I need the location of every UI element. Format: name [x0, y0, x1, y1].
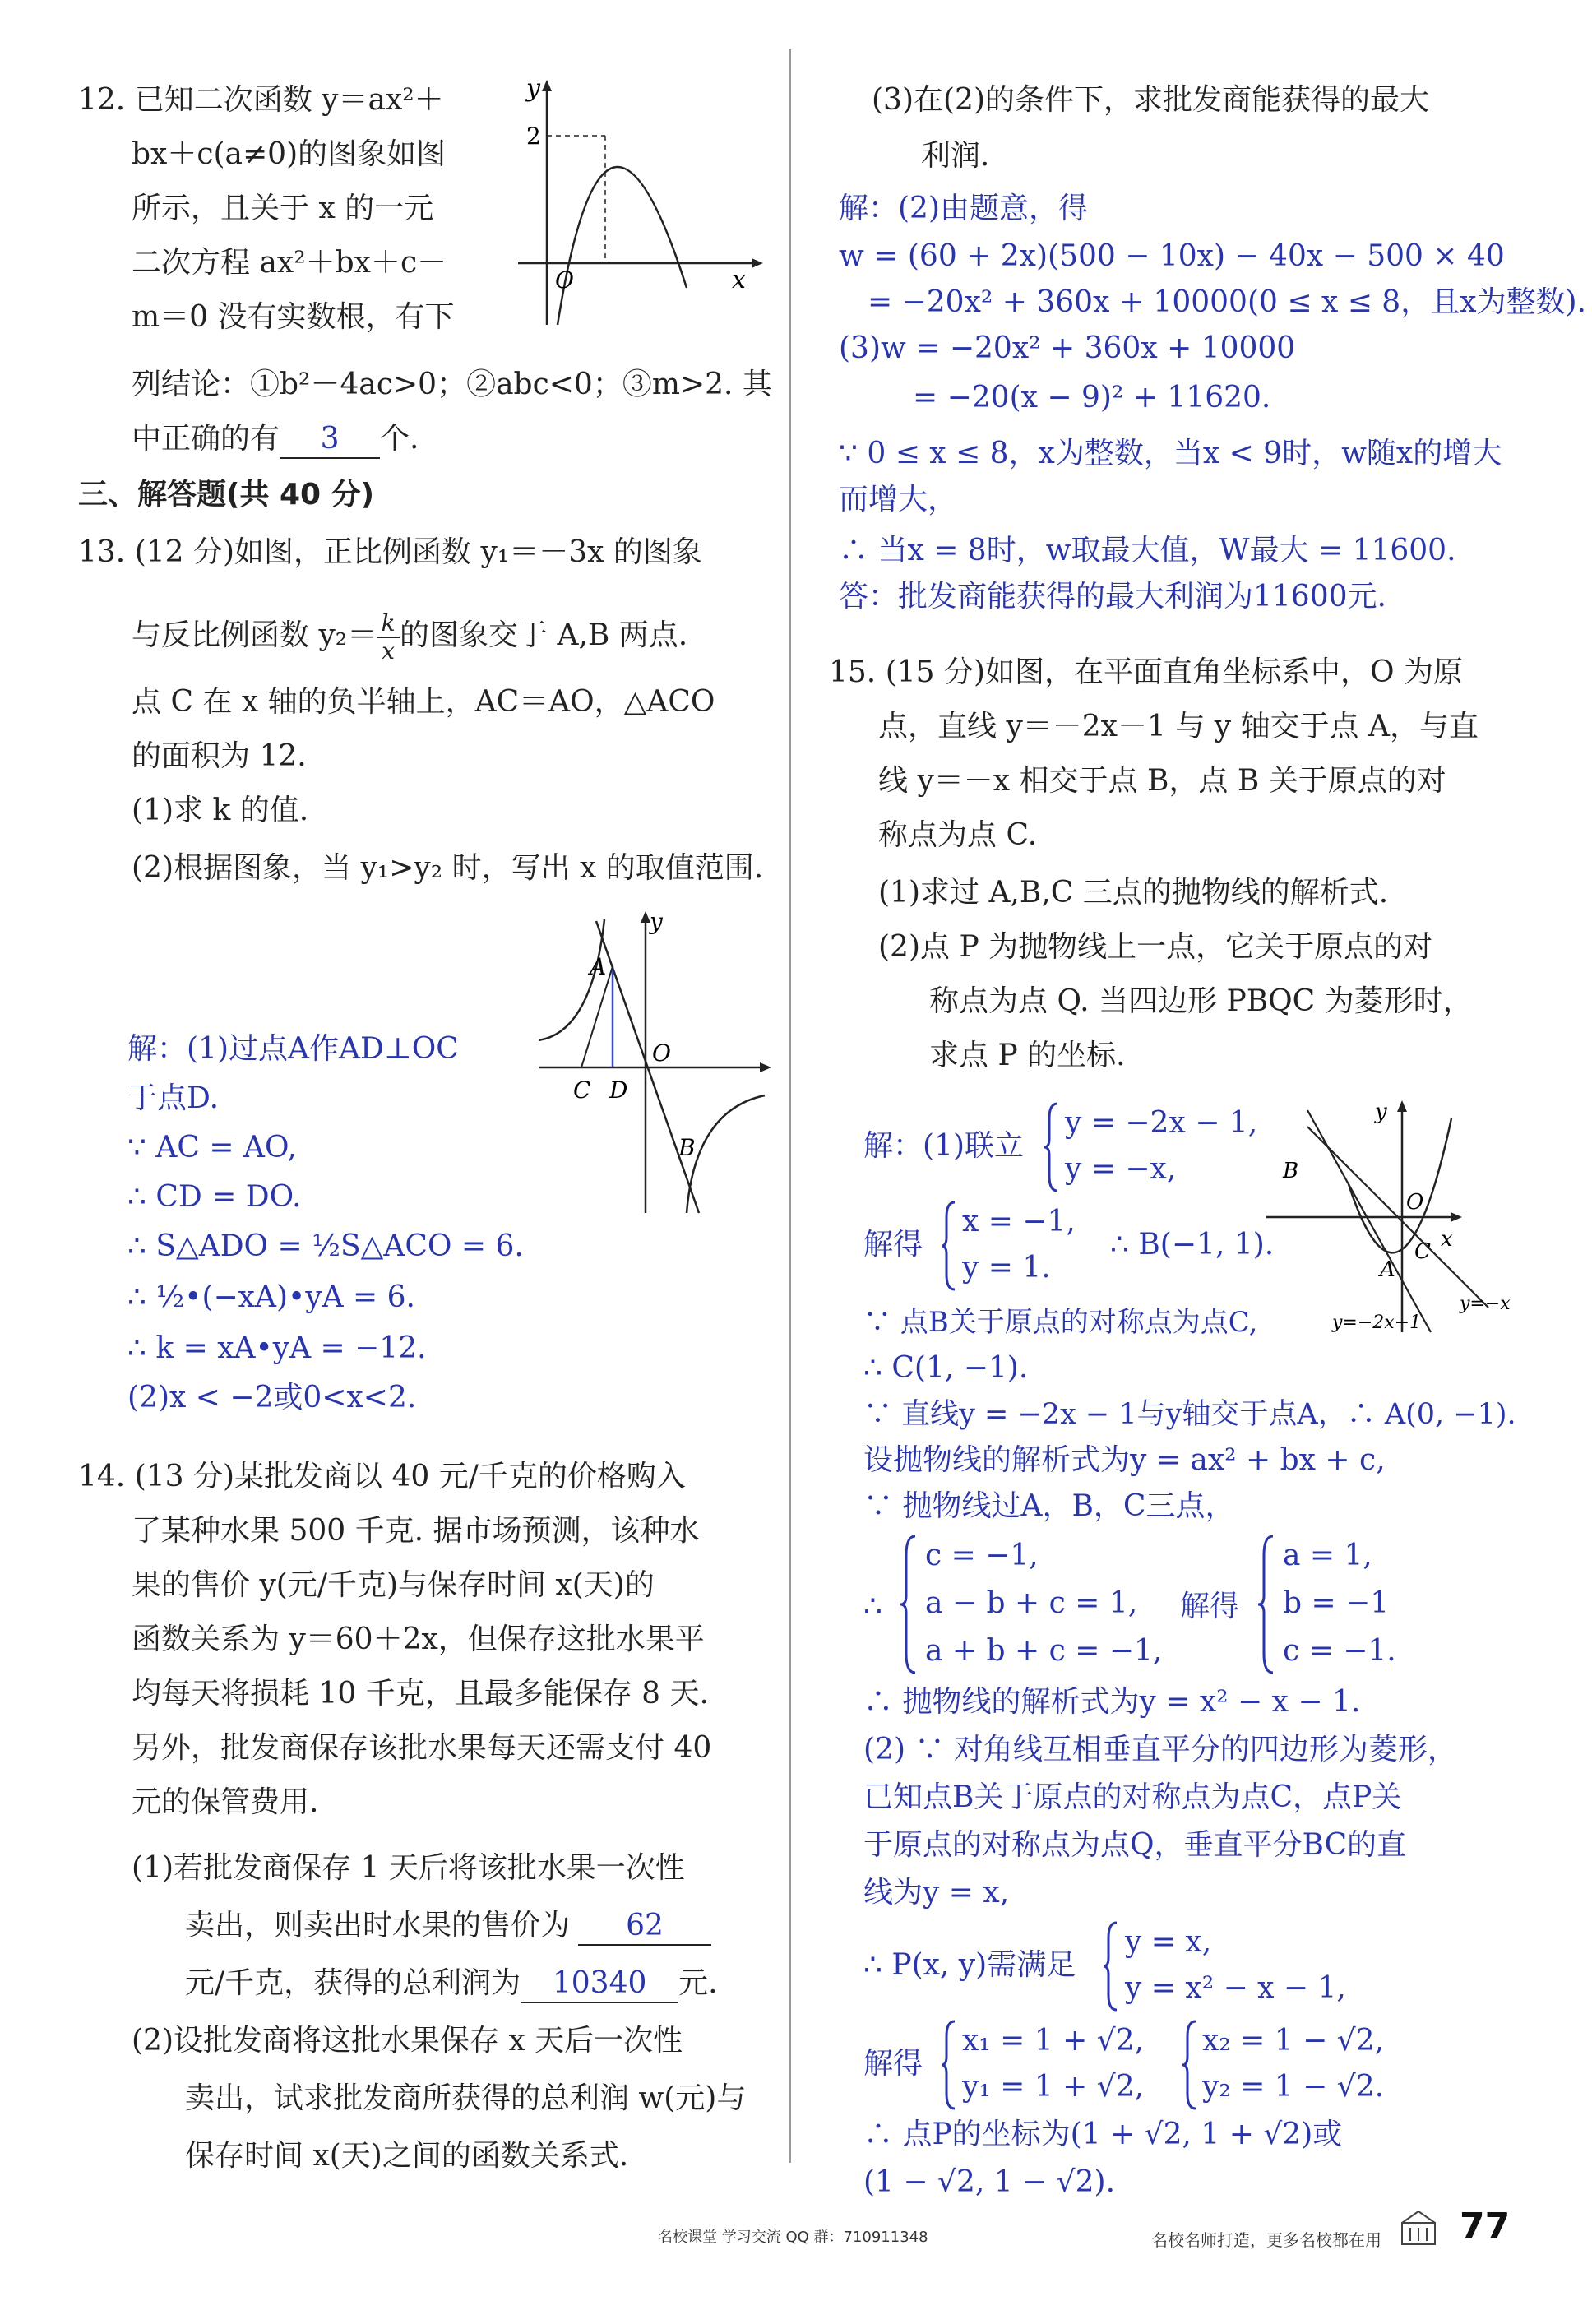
q13-line2-suffix: 的图象交于 A,B 两点.	[400, 618, 688, 652]
q15-sys7-r2: y₂ = 1 − √2.	[1202, 2070, 1385, 2104]
q13-frac-den: x	[377, 637, 400, 664]
q15-sol-1: 解：(1)联立	[863, 1129, 1024, 1163]
q14-p2-line3: 保存时间 x(天)之间的函数关系式.	[185, 2139, 629, 2173]
q15-sys4-r2: b = −1	[1283, 1586, 1390, 1620]
q15-sys4-brace	[1256, 1535, 1275, 1674]
q15-sys3-r2: a − b + c = 1,	[925, 1586, 1138, 1620]
q15-sol-8-therefore: ∴	[863, 1590, 882, 1623]
page-number: 77	[1460, 2206, 1511, 2248]
q13-line6: (2)根据图象，当 y₁>y₂ 时，写出 x 的取值范围.	[132, 851, 764, 885]
q13-graph-C: C	[573, 1076, 591, 1104]
q14-line5: 均每天将损耗 10 千克，且最多能保存 8 天.	[132, 1677, 709, 1711]
q12-graph-origin: O	[555, 266, 574, 294]
q15-graph-C: C	[1414, 1239, 1431, 1264]
q15-sol-14: ∴ P(x, y)需满足	[863, 1948, 1076, 1982]
q14-line7: 元的保管费用.	[132, 1785, 319, 1819]
q15-sol-17: (1 − √2, 1 − √2).	[863, 2165, 1116, 2199]
q14-sol-2: w = (60 + 2x)(500 − 10x) − 40x − 500 × 40	[839, 239, 1505, 273]
q15-sys1-brace	[1043, 1102, 1059, 1192]
q14-sol-9: 答：批发商能获得的最大利润为11600元.	[839, 580, 1386, 613]
q13-graph-y-label: y	[650, 908, 663, 935]
q14-sol-5: = −20(x − 9)² + 11620.	[913, 381, 1271, 414]
q15-sol-2-result: ∴ B(−1, 1).	[1110, 1228, 1275, 1262]
q15-line4: 称点为点 C.	[878, 818, 1038, 852]
q14-answer-2: 10340	[521, 1965, 678, 2003]
q13-line1: 13. (12 分)如图，正比例函数 y₁＝－3x 的图象	[78, 535, 702, 569]
q15-sys5-r1: y = x,	[1125, 1925, 1212, 1959]
q13-sol-3: ∵ AC = AO,	[127, 1131, 297, 1164]
q15-sol-2-solve: 解得	[863, 1228, 923, 1262]
q14-line2: 了某种水果 500 千克. 据市场预测，该种水	[132, 1514, 700, 1548]
q15-sys4-r3: c = −1.	[1283, 1634, 1396, 1668]
q15-sys2-r1: x = −1,	[962, 1205, 1076, 1238]
q14-p3-line2: 利润.	[921, 139, 990, 173]
publisher-logo-icon	[1398, 2208, 1439, 2249]
q14-sol-8: ∴ 当x = 8时，w取最大值，W最大 = 11600.	[839, 534, 1456, 567]
q15-graph	[1258, 1094, 1538, 1340]
footer-center-text: 名校课堂 学习交流 QQ 群：710911348	[658, 2229, 928, 2246]
q13-graph	[530, 905, 777, 1217]
q15-sys3-brace	[899, 1535, 917, 1674]
q15-line6: (2)点 P 为抛物线上一点，它关于原点的对	[878, 930, 1433, 964]
q15-line1: 15. (15 分)如图，在平面直角坐标系中，O 为原	[829, 655, 1463, 689]
q13-graph-D: D	[609, 1076, 628, 1104]
q15-sol-15-solve: 解得	[863, 2047, 923, 2081]
q12-line4: 二次方程 ax²＋bx＋c－	[132, 246, 447, 280]
q15-sys3-r3: a + b + c = −1,	[925, 1634, 1163, 1668]
q15-sol-4: ∴ C(1, −1).	[863, 1351, 1029, 1385]
q14-sol-7: 而增大，	[839, 483, 958, 516]
q15-sol-9: ∴ 抛物线的解析式为y = x² − x − 1.	[863, 1685, 1361, 1719]
q14-sol-3: = −20x² + 360x + 10000(0 ≤ x ≤ 8，且x为整数).	[868, 285, 1587, 319]
footer-right-text: 名校名师打造，更多名校都在用	[1151, 2230, 1381, 2250]
q15-sol-10: (2) ∵ 对角线互相垂直平分的四边形为菱形，	[863, 1733, 1457, 1766]
q13-sol-4: ∴ CD = DO.	[127, 1180, 302, 1214]
q14-line3: 果的售价 y(元/千克)与保存时间 x(天)的	[132, 1568, 655, 1602]
q12-line7	[132, 421, 419, 459]
q15-sys3-r1: c = −1,	[925, 1539, 1039, 1572]
q15-graph-line1-label: y=−2x−1	[1332, 1312, 1422, 1333]
q12-line7-prefix: 中正确的有	[132, 422, 280, 456]
q13-sol-1: 解：(1)过点A作AD⊥OC	[127, 1032, 459, 1066]
q15-sol-13: 线为y = x,	[863, 1876, 1010, 1910]
q14-sol-6: ∵ 0 ≤ x ≤ 8，x为整数，当x < 9时，w随x的增大	[839, 437, 1502, 470]
q15-sol-16: ∴ 点P的坐标为(1 + √2, 1 + √2)或	[863, 2118, 1343, 2151]
q13-graph-B: B	[678, 1134, 696, 1161]
q15-sys5-r2: y = x² − x − 1,	[1125, 1971, 1346, 2005]
q13-line2	[132, 610, 687, 664]
q12-answer: 3	[280, 421, 380, 459]
q12-line6: 列结论：①b²－4ac>0；②abc<0；③m>2. 其	[132, 368, 772, 401]
q13-line2-prefix: 与反比例函数 y₂＝	[132, 618, 377, 652]
q14-p2-line2: 卖出，试求批发商所获得的总利润 w(元)与	[185, 2081, 747, 2115]
q15-sys6-r2: y₁ = 1 + √2,	[962, 2070, 1145, 2104]
q13-graph-A: A	[590, 953, 607, 980]
q12-line5: m＝0 没有实数根，有下	[132, 300, 455, 334]
q14-p3-line1: (3)在(2)的条件下，求批发商能获得的最大	[872, 83, 1429, 117]
q14-line6: 另外，批发商保存该批水果每天还需支付 40	[132, 1731, 712, 1765]
q15-sys7-brace	[1181, 2020, 1197, 2110]
q14-sol-4: (3)w = −20x² + 360x + 10000	[839, 331, 1296, 365]
q12-line7-suffix: 个.	[380, 422, 419, 456]
q15-sys6-r1: x₁ = 1 + √2,	[962, 2024, 1145, 2058]
section-3-heading: 三、解答题(共 40 分)	[78, 478, 375, 512]
q15-graph-A: A	[1380, 1257, 1395, 1282]
q15-sol-12: 于原点的对称点为点Q，垂直平分BC的直	[863, 1828, 1407, 1862]
q13-graph-O: O	[652, 1039, 671, 1067]
q15-graph-y-label: y	[1375, 1100, 1387, 1124]
q14-line4: 函数关系为 y＝60＋2x，但保存这批水果平	[132, 1623, 705, 1656]
q13-sol-8: (2)x < −2或0<x<2.	[127, 1381, 417, 1414]
q15-sys7-r1: x₂ = 1 − √2,	[1202, 2024, 1385, 2058]
q14-p1-line1: (1)若批发商保存 1 天后将该批水果一次性	[132, 1851, 685, 1885]
q15-graph-B: B	[1283, 1159, 1299, 1183]
q12-graph-x-label: x	[732, 266, 746, 294]
q13-frac-num: k	[381, 609, 396, 637]
q15-graph-x-label: x	[1441, 1227, 1453, 1252]
q12-line2: bx＋c(a≠0)的图象如图	[132, 137, 447, 171]
q13-sol-2: 于点D.	[127, 1081, 220, 1115]
q15-sys6-brace	[940, 2020, 956, 2110]
q13-line5: (1)求 k 的值.	[132, 794, 309, 827]
q14-p1-line3	[185, 1965, 718, 2003]
q15-graph-O: O	[1406, 1190, 1424, 1215]
q14-p1-line3-prefix: 元/千克，获得的总利润为	[185, 1966, 521, 2000]
q15-line8: 求点 P 的坐标.	[929, 1039, 1126, 1072]
q15-graph-line2-label: y=−x	[1460, 1294, 1511, 1314]
q15-sol-8-solve: 解得	[1180, 1590, 1240, 1623]
q12-parabola-graph	[510, 78, 773, 333]
q12-graph-y-label: y	[526, 78, 540, 103]
q13-fraction	[377, 610, 400, 664]
q14-line1: 14. (13 分)某批发商以 40 元/千克的价格购入	[78, 1460, 686, 1493]
q14-p1-line2-text: 卖出，则卖出时水果的售价为	[185, 1909, 571, 1942]
q13-sol-7: ∴ k = xA•yA = −12.	[127, 1331, 427, 1365]
q14-p1-line2	[185, 1908, 711, 1946]
q15-sys1-r2: y = −x,	[1065, 1152, 1177, 1186]
q13-sol-6: ∴ ½•(−xA)•yA = 6.	[127, 1280, 415, 1314]
q15-sol-5: ∵ 直线y = −2x − 1与y轴交于点A，∴ A(0, −1).	[863, 1398, 1516, 1431]
q15-sys2-brace	[940, 1201, 956, 1291]
q15-line3: 线 y＝－x 相交于点 B，点 B 关于原点的对	[878, 764, 1446, 798]
q14-p2-line1: (2)设批发商将这批水果保存 x 天后一次性	[132, 2024, 683, 2058]
q15-sys1-r1: y = −2x − 1,	[1065, 1106, 1258, 1140]
q15-sol-11: 已知点B关于原点的对称点为点C，点P关	[863, 1780, 1402, 1814]
q13-line4: 的面积为 12.	[132, 739, 307, 773]
q14-p1-line3-suffix: 元.	[678, 1966, 718, 2000]
q15-line2: 点，直线 y＝－2x－1 与 y 轴交于点 A，与直	[878, 710, 1479, 743]
q15-line7: 称点为点 Q. 当四边形 PBQC 为菱形时，	[929, 984, 1473, 1018]
q15-line5: (1)求过 A,B,C 三点的抛物线的解析式.	[878, 876, 1389, 910]
q12-graph-peak-label: 2	[526, 123, 541, 150]
q15-sol-6: 设抛物线的解析式为y = ax² + bx + c,	[863, 1443, 1386, 1477]
column-divider	[789, 49, 791, 2163]
q15-sol-3: ∵ 点B关于原点的对称点为点C,	[863, 1306, 1258, 1339]
q12-line1: 12. 已知二次函数 y＝ax²＋	[78, 83, 444, 117]
q13-sol-5: ∴ S△ADO = ½S△ACO = 6.	[127, 1229, 524, 1263]
q12-line3: 所示，且关于 x 的一元	[132, 192, 434, 225]
q13-line3: 点 C 在 x 轴的负半轴上，AC＝AO，△ACO	[132, 685, 715, 719]
q14-sol-1: 解：(2)由题意，得	[839, 192, 1088, 225]
q14-answer-1: 62	[578, 1908, 711, 1946]
q15-sys5-brace	[1102, 1921, 1118, 2012]
q15-sol-7: ∵ 抛物线过A，B，C三点，	[863, 1489, 1235, 1523]
q15-sys2-r2: y = 1.	[962, 1251, 1051, 1285]
q15-sys4-r1: a = 1,	[1283, 1539, 1372, 1572]
